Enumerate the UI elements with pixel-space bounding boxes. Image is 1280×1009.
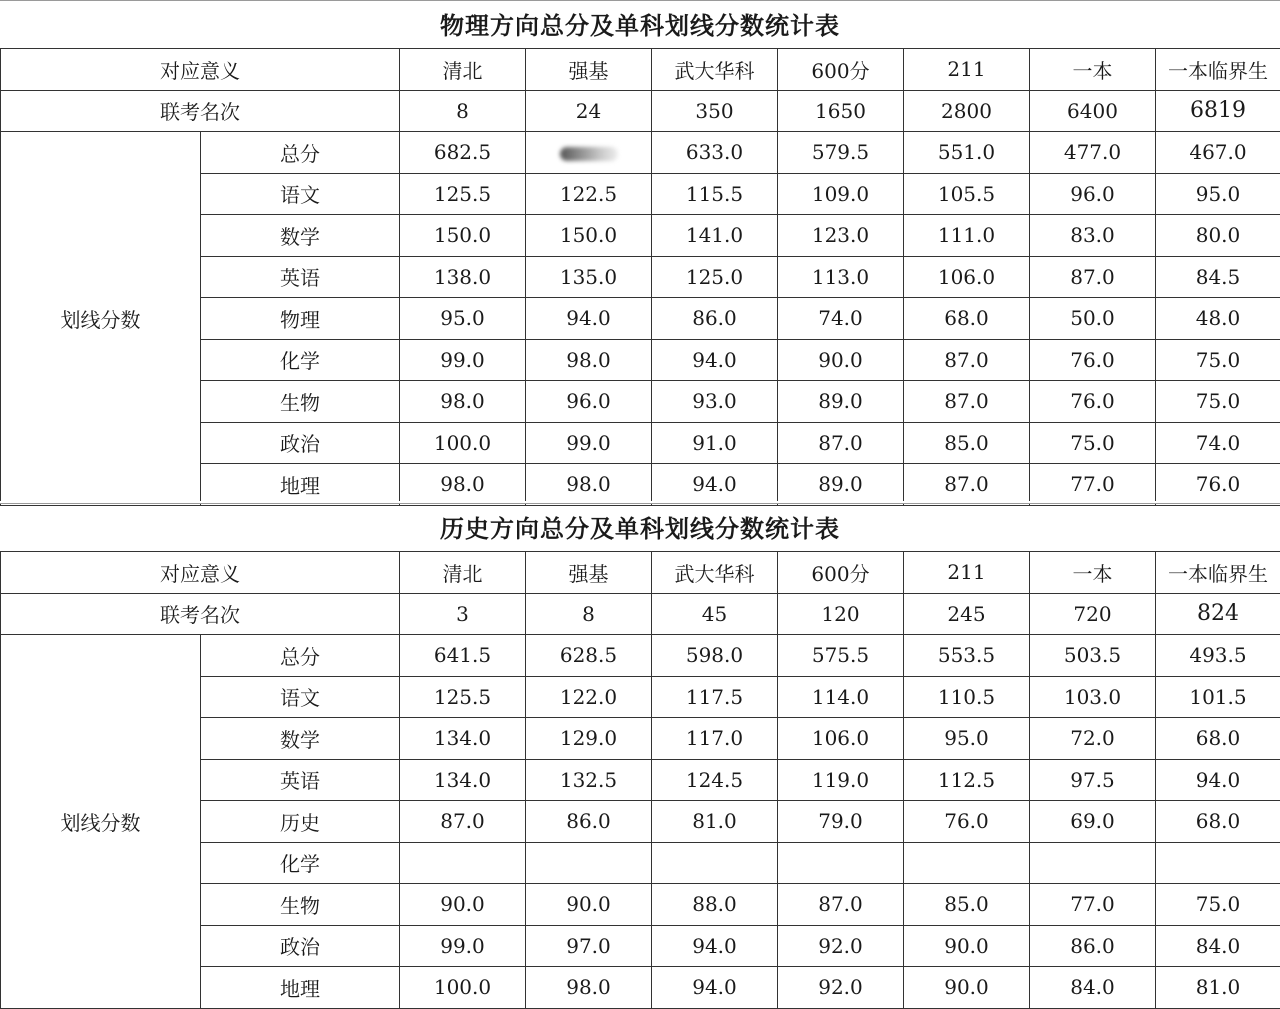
score-cell: 91.0 — [652, 422, 778, 464]
score-cell: 68.0 — [1156, 801, 1280, 843]
score-cell: 134.0 — [400, 759, 526, 801]
score-cell: 99.0 — [400, 339, 526, 381]
score-cell: 641.5 — [400, 635, 526, 677]
score-cell: 87.0 — [778, 422, 904, 464]
history-score-table — [0, 551, 1280, 1009]
score-cell: 87.0 — [904, 464, 1030, 506]
score-cell: 90.0 — [904, 967, 1030, 1009]
score-cell: 125.0 — [652, 256, 778, 298]
score-cell: 150.0 — [526, 215, 652, 257]
group-label-cell: 划线分数 — [1, 132, 201, 506]
rank-value-cell: 24 — [526, 90, 652, 132]
score-cell: 115.5 — [652, 173, 778, 215]
score-cell: 119.0 — [778, 759, 904, 801]
score-cell: 74.0 — [778, 298, 904, 340]
score-cell: 84.0 — [1030, 967, 1156, 1009]
subject-cell: 政治 — [201, 925, 400, 967]
score-cell: 150.0 — [400, 215, 526, 257]
score-cell: 48.0 — [1156, 298, 1280, 340]
subject-cell: 英语 — [201, 256, 400, 298]
score-cell: 117.0 — [652, 718, 778, 760]
score-cell: 553.5 — [904, 635, 1030, 677]
column-header-cell: 600分 — [778, 49, 904, 91]
score-cell: 103.0 — [1030, 676, 1156, 718]
table-row — [1, 132, 1280, 174]
blurred-value — [560, 147, 618, 161]
subject-cell: 地理 — [201, 464, 400, 506]
column-header-cell: 清北 — [400, 49, 526, 91]
rank-value-cell: 8 — [400, 90, 526, 132]
score-cell: 94.0 — [526, 298, 652, 340]
score-cell: 125.5 — [400, 173, 526, 215]
score-cell: 83.0 — [1030, 215, 1156, 257]
score-cell: 86.0 — [652, 298, 778, 340]
score-cell: 493.5 — [1156, 635, 1280, 677]
score-cell — [1156, 842, 1280, 884]
score-cell: 79.0 — [778, 801, 904, 843]
score-cell: 112.5 — [904, 759, 1030, 801]
rank-value-cell: 720 — [1030, 593, 1156, 635]
header-label-cell: 对应意义 — [1, 49, 400, 91]
subject-cell: 历史 — [201, 801, 400, 843]
section-divider — [0, 501, 1280, 503]
score-cell — [400, 842, 526, 884]
group-label-cell: 划线分数 — [1, 635, 201, 1009]
score-cell: 95.0 — [1156, 173, 1280, 215]
score-cell: 101.5 — [1156, 676, 1280, 718]
subject-cell: 英语 — [201, 759, 400, 801]
score-cell: 75.0 — [1156, 884, 1280, 926]
score-cell: 117.5 — [652, 676, 778, 718]
score-cell: 100.0 — [400, 422, 526, 464]
score-cell: 84.5 — [1156, 256, 1280, 298]
score-cell: 95.0 — [904, 718, 1030, 760]
rank-label-cell: 联考名次 — [1, 90, 400, 132]
column-header-cell: 强基 — [526, 552, 652, 594]
rank-row — [1, 90, 1280, 132]
rank-value-cell: 120 — [778, 593, 904, 635]
rank-row — [1, 593, 1280, 635]
score-cell: 122.0 — [526, 676, 652, 718]
history-section — [0, 503, 1280, 1004]
score-cell: 80.0 — [1156, 215, 1280, 257]
score-cell: 77.0 — [1030, 464, 1156, 506]
subject-cell: 总分 — [201, 132, 400, 174]
score-cell: 94.0 — [652, 339, 778, 381]
score-cell: 87.0 — [904, 381, 1030, 423]
score-cell: 77.0 — [1030, 884, 1156, 926]
score-cell: 87.0 — [778, 884, 904, 926]
score-cell: 113.0 — [778, 256, 904, 298]
rank-value-cell: 6819 — [1156, 90, 1280, 132]
table-row — [1, 635, 1280, 677]
score-cell: 598.0 — [652, 635, 778, 677]
header-label-cell: 对应意义 — [1, 552, 400, 594]
score-cell: 503.5 — [1030, 635, 1156, 677]
score-cell: 134.0 — [400, 718, 526, 760]
score-cell: 93.0 — [652, 381, 778, 423]
score-cell: 111.0 — [904, 215, 1030, 257]
score-cell: 98.0 — [526, 967, 652, 1009]
score-cell — [904, 842, 1030, 884]
score-cell: 124.5 — [652, 759, 778, 801]
score-cell: 125.5 — [400, 676, 526, 718]
rank-value-cell: 245 — [904, 593, 1030, 635]
column-header-cell: 一本临界生 — [1156, 49, 1280, 91]
subject-cell: 总分 — [201, 635, 400, 677]
subject-cell: 生物 — [201, 381, 400, 423]
score-cell: 75.0 — [1156, 381, 1280, 423]
subject-cell: 语文 — [201, 676, 400, 718]
score-cell: 98.0 — [526, 464, 652, 506]
rank-value-cell: 350 — [652, 90, 778, 132]
score-cell: 75.0 — [1030, 422, 1156, 464]
score-cell: 50.0 — [1030, 298, 1156, 340]
score-cell: 98.0 — [400, 381, 526, 423]
score-cell: 89.0 — [778, 381, 904, 423]
score-cell: 76.0 — [1156, 464, 1280, 506]
score-cell: 90.0 — [904, 925, 1030, 967]
score-cell: 94.0 — [652, 925, 778, 967]
score-cell: 97.0 — [526, 925, 652, 967]
score-cell: 98.0 — [400, 464, 526, 506]
score-cell: 106.0 — [778, 718, 904, 760]
subject-cell: 生物 — [201, 884, 400, 926]
score-cell: 68.0 — [1156, 718, 1280, 760]
score-cell: 89.0 — [778, 464, 904, 506]
score-cell: 75.0 — [1156, 339, 1280, 381]
rank-value-cell: 3 — [400, 593, 526, 635]
column-header-cell: 强基 — [526, 49, 652, 91]
score-cell: 132.5 — [526, 759, 652, 801]
score-cell — [778, 842, 904, 884]
column-header-cell: 一本 — [1030, 49, 1156, 91]
score-cell: 105.5 — [904, 173, 1030, 215]
column-header-cell: 武大华科 — [652, 552, 778, 594]
score-cell — [652, 842, 778, 884]
score-cell: 94.0 — [1156, 759, 1280, 801]
score-cell: 76.0 — [1030, 339, 1156, 381]
score-cell: 69.0 — [1030, 801, 1156, 843]
rank-value-cell: 2800 — [904, 90, 1030, 132]
score-cell: 76.0 — [904, 801, 1030, 843]
score-cell: 551.0 — [904, 132, 1030, 174]
subject-cell: 化学 — [201, 339, 400, 381]
rank-value-cell: 45 — [652, 593, 778, 635]
header-row — [1, 49, 1280, 91]
score-cell: 81.0 — [1156, 967, 1280, 1009]
column-header-cell: 清北 — [400, 552, 526, 594]
score-cell: 628.5 — [526, 635, 652, 677]
score-cell: 94.0 — [652, 464, 778, 506]
physics-table-title: 物理方向总分及单科划线分数统计表 — [0, 0, 1280, 48]
subject-cell: 物理 — [201, 298, 400, 340]
score-cell: 87.0 — [400, 801, 526, 843]
score-cell — [526, 132, 652, 174]
score-cell: 88.0 — [652, 884, 778, 926]
score-cell: 81.0 — [652, 801, 778, 843]
score-cell: 76.0 — [1030, 381, 1156, 423]
score-cell: 122.5 — [526, 173, 652, 215]
score-cell: 85.0 — [904, 422, 1030, 464]
score-cell: 129.0 — [526, 718, 652, 760]
column-header-cell: 一本 — [1030, 552, 1156, 594]
score-cell: 92.0 — [778, 925, 904, 967]
score-cell: 85.0 — [904, 884, 1030, 926]
score-cell: 135.0 — [526, 256, 652, 298]
column-header-cell: 武大华科 — [652, 49, 778, 91]
subject-cell: 语文 — [201, 173, 400, 215]
subject-cell: 数学 — [201, 718, 400, 760]
score-cell: 86.0 — [1030, 925, 1156, 967]
column-header-cell: 一本临界生 — [1156, 552, 1280, 594]
rank-value-cell: 6400 — [1030, 90, 1156, 132]
column-header-cell: 211 — [904, 49, 1030, 91]
score-cell: 86.0 — [526, 801, 652, 843]
score-cell: 99.0 — [400, 925, 526, 967]
score-cell: 100.0 — [400, 967, 526, 1009]
history-table-title: 历史方向总分及单科划线分数统计表 — [0, 503, 1280, 551]
rank-value-cell: 1650 — [778, 90, 904, 132]
score-cell — [1030, 842, 1156, 884]
score-cell: 74.0 — [1156, 422, 1280, 464]
score-cell: 84.0 — [1156, 925, 1280, 967]
score-cell: 106.0 — [904, 256, 1030, 298]
score-cell: 141.0 — [652, 215, 778, 257]
score-cell: 90.0 — [526, 884, 652, 926]
score-cell: 87.0 — [904, 339, 1030, 381]
physics-section — [0, 0, 1280, 503]
score-cell: 123.0 — [778, 215, 904, 257]
rank-value-cell: 8 — [526, 593, 652, 635]
score-cell: 92.0 — [778, 967, 904, 1009]
score-cell: 633.0 — [652, 132, 778, 174]
subject-cell: 政治 — [201, 422, 400, 464]
score-cell: 97.5 — [1030, 759, 1156, 801]
score-cell: 99.0 — [526, 422, 652, 464]
score-cell: 579.5 — [778, 132, 904, 174]
score-cell — [526, 842, 652, 884]
score-cell: 72.0 — [1030, 718, 1156, 760]
rank-value-cell: 824 — [1156, 593, 1280, 635]
score-cell: 477.0 — [1030, 132, 1156, 174]
subject-cell: 化学 — [201, 842, 400, 884]
score-cell: 114.0 — [778, 676, 904, 718]
score-cell: 96.0 — [526, 381, 652, 423]
score-cell: 96.0 — [1030, 173, 1156, 215]
score-cell: 467.0 — [1156, 132, 1280, 174]
score-cell: 682.5 — [400, 132, 526, 174]
score-cell: 98.0 — [526, 339, 652, 381]
column-header-cell: 211 — [904, 552, 1030, 594]
score-cell: 138.0 — [400, 256, 526, 298]
rank-label-cell: 联考名次 — [1, 593, 400, 635]
subject-cell: 地理 — [201, 967, 400, 1009]
score-cell: 110.5 — [904, 676, 1030, 718]
score-cell: 575.5 — [778, 635, 904, 677]
score-cell: 68.0 — [904, 298, 1030, 340]
score-cell: 109.0 — [778, 173, 904, 215]
score-cell: 94.0 — [652, 967, 778, 1009]
score-cell: 90.0 — [778, 339, 904, 381]
subject-cell: 数学 — [201, 215, 400, 257]
column-header-cell: 600分 — [778, 552, 904, 594]
physics-score-table — [0, 48, 1280, 506]
score-cell: 95.0 — [400, 298, 526, 340]
header-row — [1, 552, 1280, 594]
score-cell: 90.0 — [400, 884, 526, 926]
score-cell: 87.0 — [1030, 256, 1156, 298]
